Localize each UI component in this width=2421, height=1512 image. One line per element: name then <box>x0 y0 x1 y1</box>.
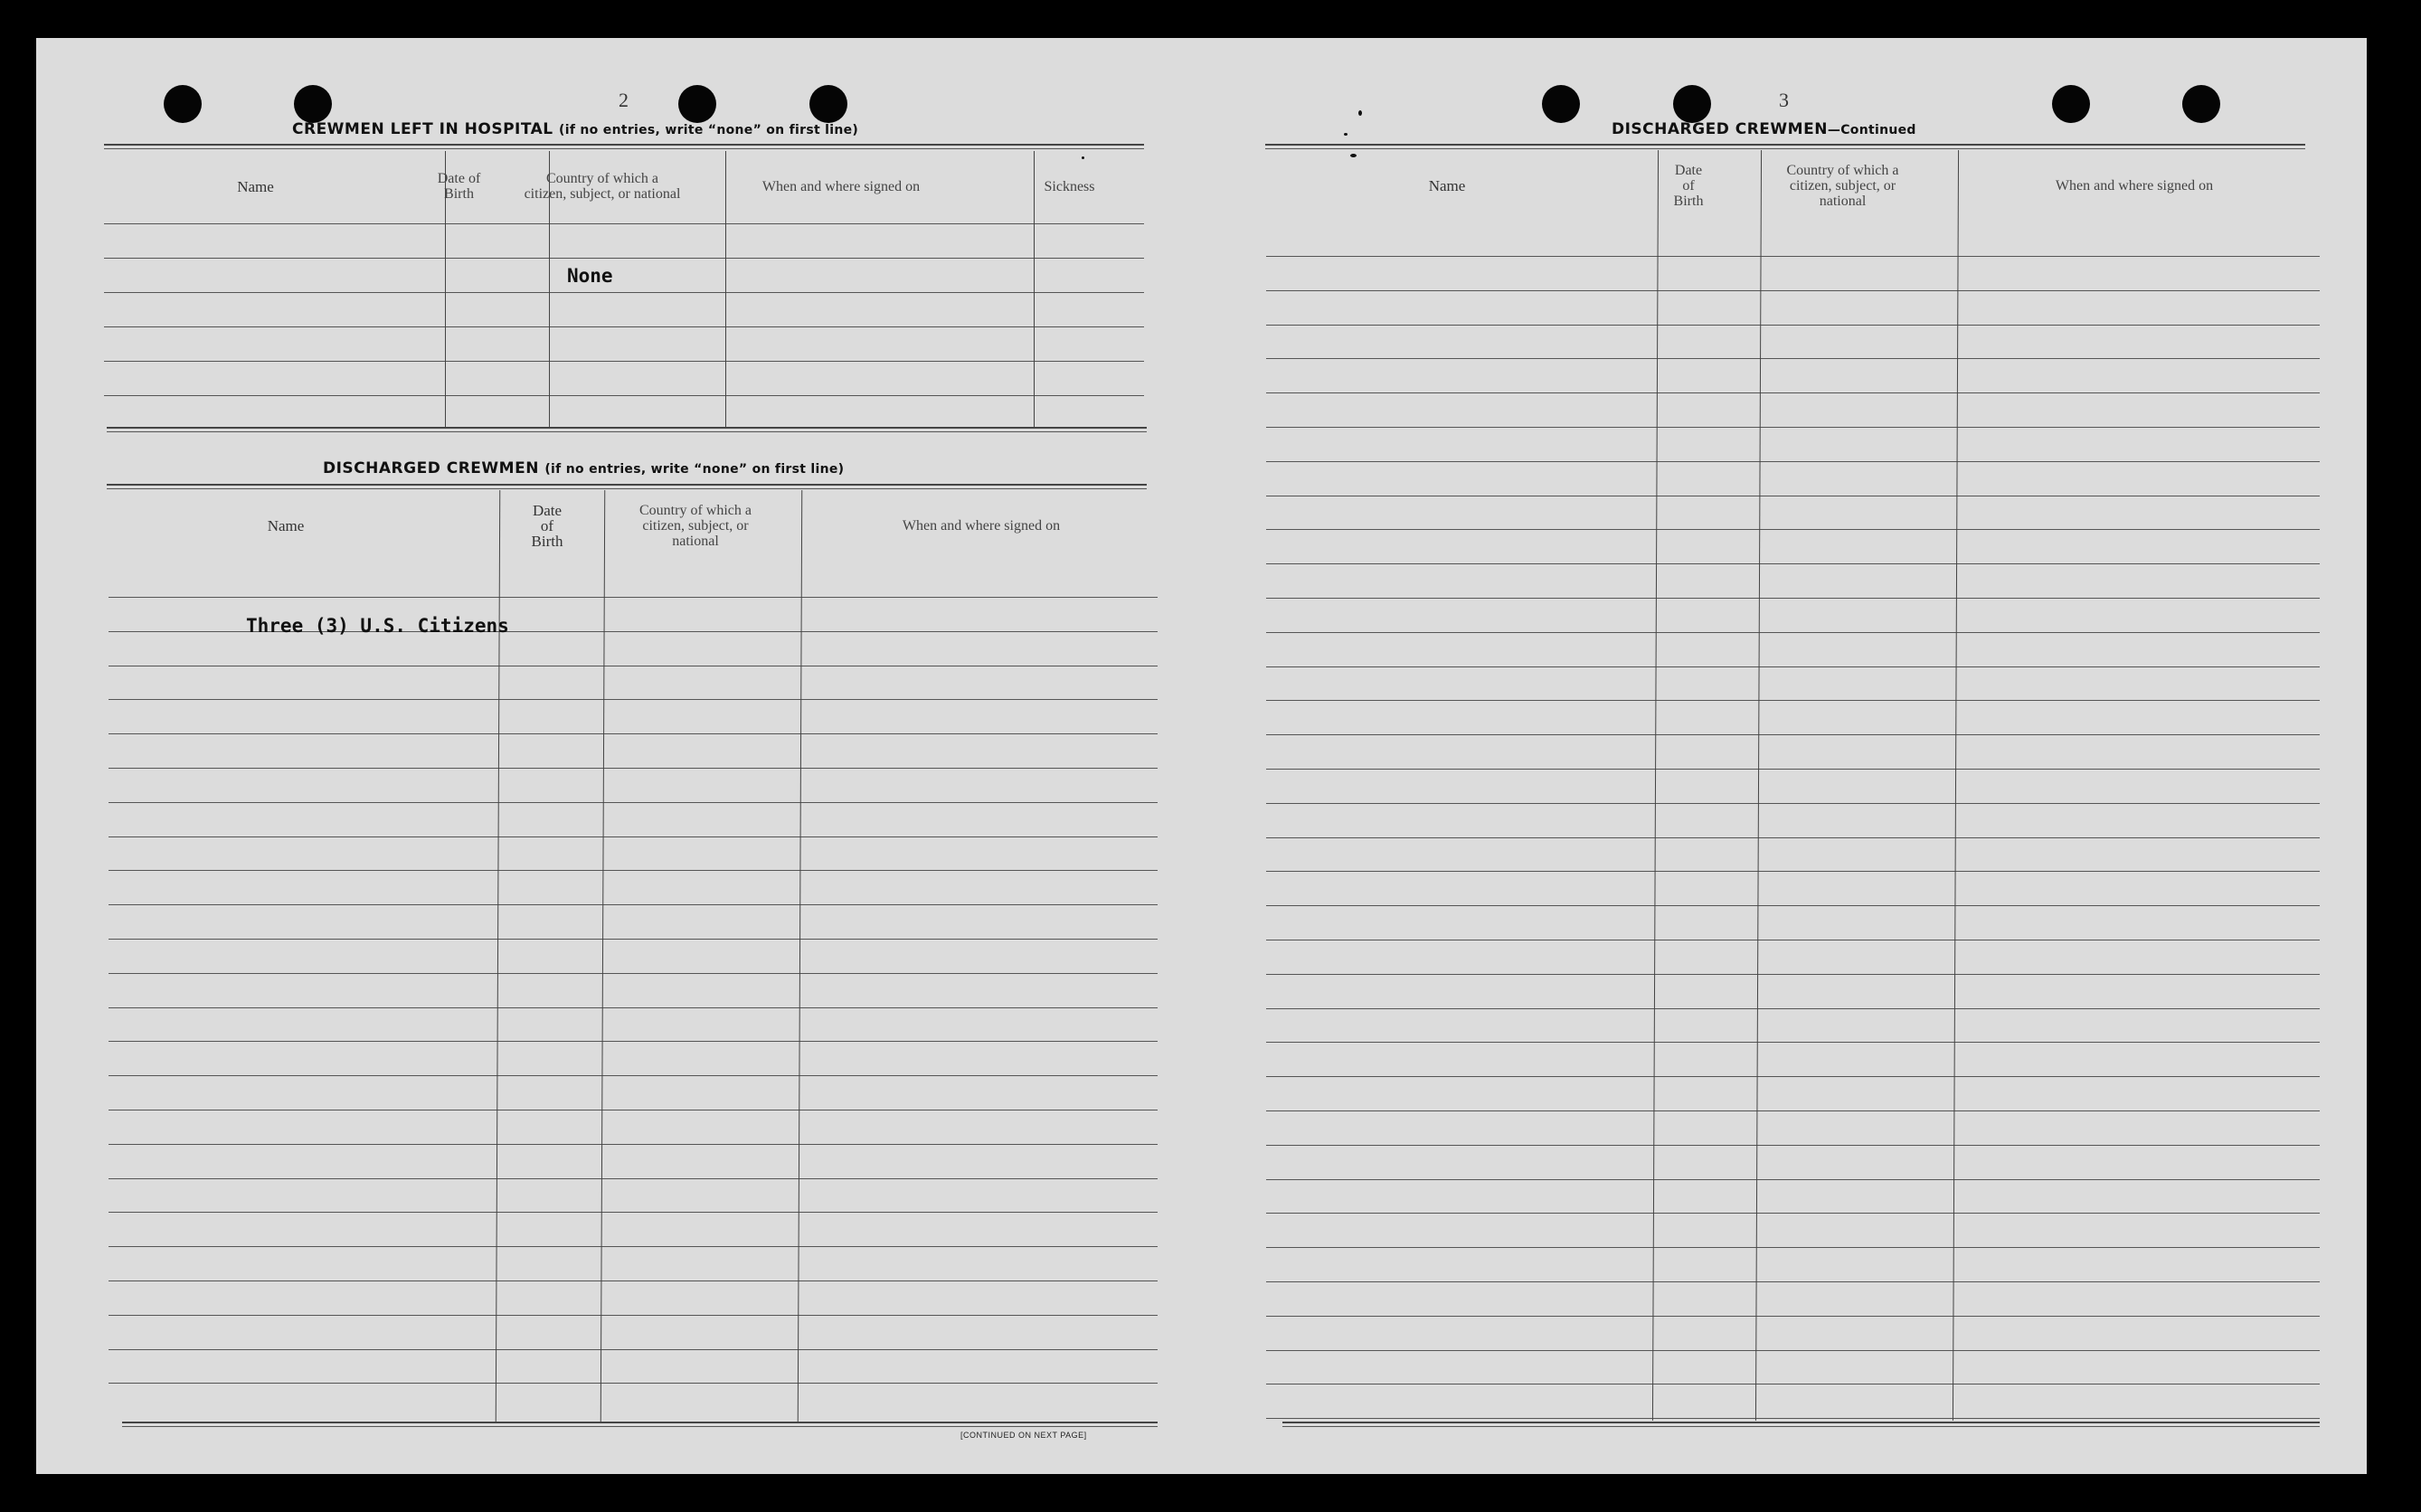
row-line <box>1266 256 2320 257</box>
discharged-entry: Three (3) U.S. Citizens <box>246 615 509 637</box>
continued-note: [CONTINUED ON NEXT PAGE] <box>960 1431 1087 1440</box>
col-header-dob: Date of Birth <box>1673 162 1704 209</box>
row-line <box>109 768 1158 769</box>
punch-hole <box>2182 85 2220 123</box>
col-line <box>1034 151 1035 427</box>
col-line <box>549 151 550 427</box>
speck <box>1344 133 1348 136</box>
row-line <box>1266 1042 2320 1043</box>
row-line <box>1266 461 2320 462</box>
row-line <box>104 395 1144 396</box>
col-line <box>798 490 802 1422</box>
row-line <box>1266 905 2320 906</box>
row-line <box>109 699 1158 700</box>
section-title-discharged-continued <box>1612 120 1916 138</box>
row-line <box>1266 769 2320 770</box>
row-line <box>1266 1145 2320 1146</box>
col-line <box>1755 150 1762 1421</box>
discharged-note: (if no entries, write “none” on first line) <box>544 462 845 477</box>
rule <box>1282 1422 2320 1423</box>
row-line <box>1266 563 2320 564</box>
row-line <box>109 870 1158 871</box>
punch-hole <box>1673 85 1711 123</box>
col-header-name: Name <box>267 516 305 534</box>
punch-hole <box>164 85 202 123</box>
row-line <box>1266 1110 2320 1111</box>
col-header-sickness: Sickness <box>1044 178 1095 194</box>
row-line <box>1266 358 2320 359</box>
row-line <box>1266 290 2320 291</box>
col-line <box>601 490 605 1422</box>
row-line <box>1266 598 2320 599</box>
col-header-country: Country of which a citizen, subject, or national <box>524 171 681 202</box>
rule <box>104 144 1144 146</box>
row-line <box>1266 325 2320 326</box>
col-header-signed: When and where signed on <box>2055 177 2214 194</box>
row-line <box>109 802 1158 803</box>
row-line <box>109 1144 1158 1145</box>
row-line <box>1266 392 2320 393</box>
row-line <box>1266 1076 2320 1077</box>
col-header-country: Country of which a citizen, subject, or national <box>639 502 752 549</box>
row-line <box>109 836 1158 837</box>
section-title-hospital <box>292 120 858 138</box>
continued-title: DISCHARGED CREWMEN <box>1612 120 1828 138</box>
row-line <box>104 361 1144 362</box>
rule <box>122 1422 1158 1423</box>
row-line <box>109 1178 1158 1179</box>
col-header-signed: When and where signed on <box>761 178 921 194</box>
col-header-signed: When and where signed on <box>902 517 1061 534</box>
row-line <box>104 326 1144 327</box>
discharged-continued-table <box>1266 150 2320 1430</box>
row-line <box>104 292 1144 293</box>
row-line <box>109 1246 1158 1247</box>
speck <box>1358 110 1362 116</box>
punch-hole <box>294 85 332 123</box>
row-line <box>109 1212 1158 1213</box>
row-line <box>109 1315 1158 1316</box>
rule <box>107 427 1147 429</box>
row-line <box>1266 1213 2320 1214</box>
row-line <box>109 973 1158 974</box>
row-line <box>109 597 1158 598</box>
punch-hole <box>809 85 847 123</box>
continued-suffix: —Continued <box>1827 123 1916 137</box>
page-number: 3 <box>1779 89 1789 111</box>
rule <box>107 484 1147 486</box>
row-line <box>1266 632 2320 633</box>
row-line <box>1266 871 2320 872</box>
page-number: 2 <box>619 89 629 111</box>
row-line <box>1266 1418 2320 1419</box>
hospital-table <box>104 151 1144 436</box>
col-header-country: Country of which a citizen, subject, or national <box>1786 162 1899 209</box>
col-line <box>725 151 726 427</box>
row-line <box>1266 734 2320 735</box>
row-line <box>109 1075 1158 1076</box>
punch-hole <box>1542 85 1580 123</box>
row-line <box>104 223 1144 224</box>
punch-hole <box>678 85 716 123</box>
hospital-note: (if no entries, write “none” on first line) <box>559 123 859 137</box>
rule <box>1265 144 2305 146</box>
row-line <box>1266 974 2320 975</box>
col-header-name: Name <box>237 177 274 195</box>
row-line <box>109 1041 1158 1042</box>
row-line <box>1266 1350 2320 1351</box>
row-line <box>109 1349 1158 1350</box>
row-line <box>1266 529 2320 530</box>
row-line <box>1266 1281 2320 1282</box>
row-line <box>109 904 1158 905</box>
col-line <box>1953 150 1959 1421</box>
col-header-name: Name <box>1428 176 1466 194</box>
punch-hole <box>2052 85 2090 123</box>
row-line <box>1266 666 2320 667</box>
col-line <box>445 151 446 427</box>
row-line <box>109 939 1158 940</box>
row-line <box>109 1280 1158 1281</box>
col-line <box>1652 150 1659 1421</box>
section-title-discharged <box>323 459 844 477</box>
row-line <box>1266 700 2320 701</box>
hospital-title: CREWMEN LEFT IN HOSPITAL <box>292 120 553 138</box>
row-line <box>109 1383 1158 1384</box>
row-line <box>1266 1247 2320 1248</box>
row-line <box>1266 1008 2320 1009</box>
row-line <box>1266 427 2320 428</box>
discharged-title: DISCHARGED CREWMEN <box>323 459 539 477</box>
row-line <box>1266 1316 2320 1317</box>
row-line <box>1266 1179 2320 1180</box>
document-sheet <box>36 38 2367 1474</box>
discharged-table <box>109 490 1158 1426</box>
row-line <box>109 1007 1158 1008</box>
row-line <box>104 258 1144 259</box>
hospital-entry: None <box>567 265 613 287</box>
row-line <box>1266 837 2320 838</box>
row-line <box>109 733 1158 734</box>
col-header-dob: Date of Birth <box>437 171 481 202</box>
row-line <box>1266 803 2320 804</box>
col-header-dob: Date of Birth <box>531 501 563 550</box>
